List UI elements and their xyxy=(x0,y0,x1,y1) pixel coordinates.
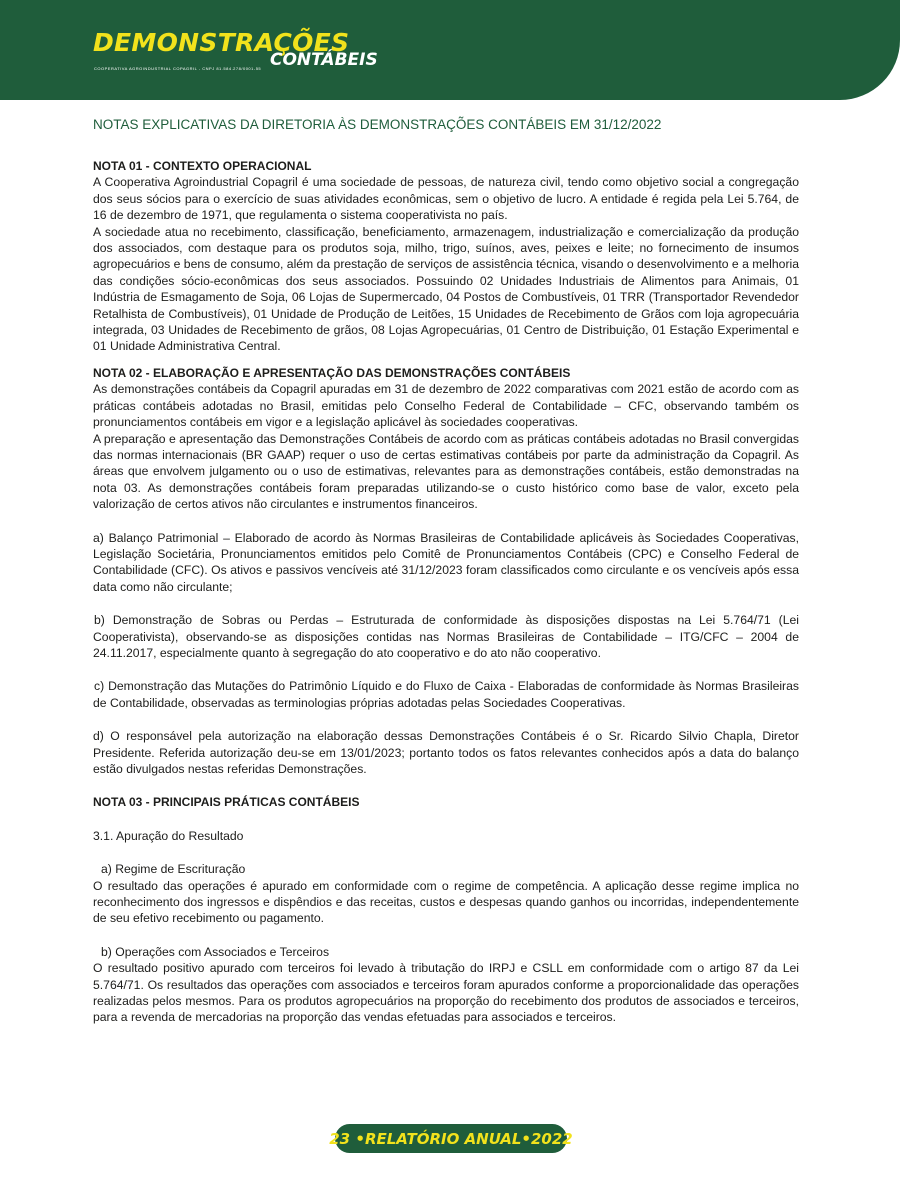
nota-02-item-a: a) Balanço Patrimonial – Elaborado de acordo às Normas Brasileiras de Contabilidade aplicáveis às Sociedades Cooperativas, Legislação Societária, Pronunciamentos emitidos pelo Comitê de Pronunciamentos Contábeis (CPC) e Conselho Federal de Contabilidade (CFC). Os ativos e passivos vencíveis até 31/12/2023 foram classificados como circulante e os vencíveis após essa data como não circulante; xyxy=(93,530,799,594)
header-banner xyxy=(0,0,900,100)
header-title: DEMONSTRAÇÕES xyxy=(93,28,350,57)
nota-02-paragraph-1: As demonstrações contábeis da Copagril apuradas em 31 de dezembro de 2022 comparativas com 2021 estão de acordo com as práticas contábeis adotadas no Brasil, emitidas pelo Conselho Federal de Contabilidade – CFC, observando também os pronunciamentos contábeis em vigor e a legislação aplicável às sociedades cooperativas. xyxy=(93,382,799,430)
nota-02-item-c: c) Demonstração das Mutações do Patrimônio Líquido e do Fluxo de Caixa - Elaboradas de conformidade às Normas Brasileiras de Contabilidade, observadas as terminologias próprias adotadas pelas Sociedades Cooperativas. xyxy=(93,679,799,710)
nota-02-paragraph-2: A preparação e apresentação das Demonstrações Contábeis de acordo com as práticas contábeis adotadas no Brasil convergidas das normas internacionais (BR GAAP) requer o uso de certas estimativas contábeis por parte da administração da Copagril. As áreas que envolvem julgamento ou o uso de estimativas, relevantes para as demonstrações contábeis, estão demonstradas na nota 03. As demonstrações contábeis foram preparadas utilizando-se o custo histórico como base de valor, exceto pela valorização de certos ativos não circulantes e instrumentos financeiros. xyxy=(93,431,799,512)
document-body xyxy=(93,116,799,1026)
page-number: 23 xyxy=(329,1129,351,1148)
nota-03-a-title: a) Regime de Escrituração xyxy=(101,862,246,877)
nota-03-section-3-1: 3.1. Apuração do Resultado xyxy=(93,828,244,843)
nota-02-item-b: b) Demonstração de Sobras ou Perdas – Estruturada de conformidade às disposições dispostas na Lei 5.764/71 (Lei Cooperativista), observando-se as disposições contidas nas Normas Brasileiras de Contabilidade – ITG/CFC – 2004 de 24.11.2017, especialmente quanto à segregação do ato cooperativo e do ato não cooperativo. xyxy=(93,613,799,660)
nota-01-paragraph-2: A sociedade atua no recebimento, classificação, beneficiamento, armazenagem, industrialização e comercialização da produção dos associados, com destaque para os produtos soja, milho, trigo, suínos, aves, peixes e leite; no fornecimento de insumos agropecuários e bens de consumo, além da prestação de serviços de assistência técnica, visando o desenvolvimento e a melhoria das condições sócio-econômicas dos seus associados. Possuindo 02 Unidades Industriais de Alimentos para Animais, 01 Indústria de Esmagamento de Soja, 06 Lojas de Supermercado, 04 Postos de Combustíveis, 01 TRR (Transportador Revendedor Retalhista de Combustíveis), 01 Unidade de Produção de Leitões, 15 Unidades de Recebimento de Grãos com loja agropecuária integrada, 03 Unidades de Recebimento de grãos, 08 Lojas Agropecuárias, 01 Centro de Distribuição, 01 Estação Experimental e 01 Unidade Administrativa Central. xyxy=(93,224,799,354)
footer-page-badge xyxy=(329,1124,573,1153)
header-subtitle: CONTÁBEIS xyxy=(270,50,378,70)
footer-text xyxy=(329,1130,573,1148)
nota-01-heading: NOTA 01 - CONTEXTO OPERACIONAL xyxy=(93,159,312,173)
report-year: 2022 xyxy=(531,1129,573,1148)
document-title: NOTAS EXPLICATIVAS DA DIRETORIA ÀS DEMONSTRAÇÕES CONTÁBEIS EM 31/12/2022 xyxy=(93,117,662,132)
nota-02-heading: NOTA 02 - ELABORAÇÃO E APRESENTAÇÃO DAS DEMONSTRAÇÕES CONTÁBEIS xyxy=(93,365,571,380)
nota-03-heading: NOTA 03 - PRINCIPAIS PRÁTICAS CONTÁBEIS xyxy=(93,795,360,810)
header-company-line: COOPERATIVA AGROINDUSTRIAL COPAGRIL - CNPJ 81.584.278/0001-55 xyxy=(94,66,262,71)
nota-03-b-text: O resultado positivo apurado com terceiros foi levado à tributação do IRPJ e CSLL em conformidade com o artigo 87 da Lei 5.764/71. Os resultados das operações com associados e terceiros foram apurados conforme a proporcionalidade das operações realizadas pelos mesmos. Para os produtos agropecuários na proporção do recebimento dos produtos de associados e terceiros, para a revenda de mercadorias na proporção das vendas efetuadas para associados e terceiros. xyxy=(93,961,799,1025)
nota-03-b-title: b) Operações com Associados e Terceiros xyxy=(101,944,330,959)
nota-03-a-text: O resultado das operações é apurado em conformidade com o regime de competência. A aplicação desse regime implica no reconhecimento dos ingressos e dispêndios e das receitas, custos e despesas quando ganhos ou incorridas, independentemente de seu efetivo recebimento ou pagamento. xyxy=(93,878,799,926)
nota-02-item-d: d) O responsável pela autorização na elaboração dessas Demonstrações Contábeis é o Sr. Ricardo Silvio Chapla, Diretor Presidente. Referida autorização deu-se em 13/01/2023; portanto todos os fatos relevantes conhecidos após a data do balanço estão divulgados nestas referidas Demonstrações. xyxy=(93,729,799,776)
report-label: RELATÓRIO ANUAL xyxy=(364,1129,522,1148)
footer-separator: • xyxy=(355,1129,365,1148)
nota-01-paragraph-1: A Cooperativa Agroindustrial Copagril é uma sociedade de pessoas, de natureza civil, tendo como objetivo social a congregação dos seus sócios para o exercício de suas atividades econômicas, sem o objetivo de lucro. A entidade é regida pela Lei 5.764, de 16 de dezembro de 1971, que regulamenta o sistema cooperativista no país. xyxy=(93,175,799,223)
footer-separator: • xyxy=(521,1129,531,1148)
